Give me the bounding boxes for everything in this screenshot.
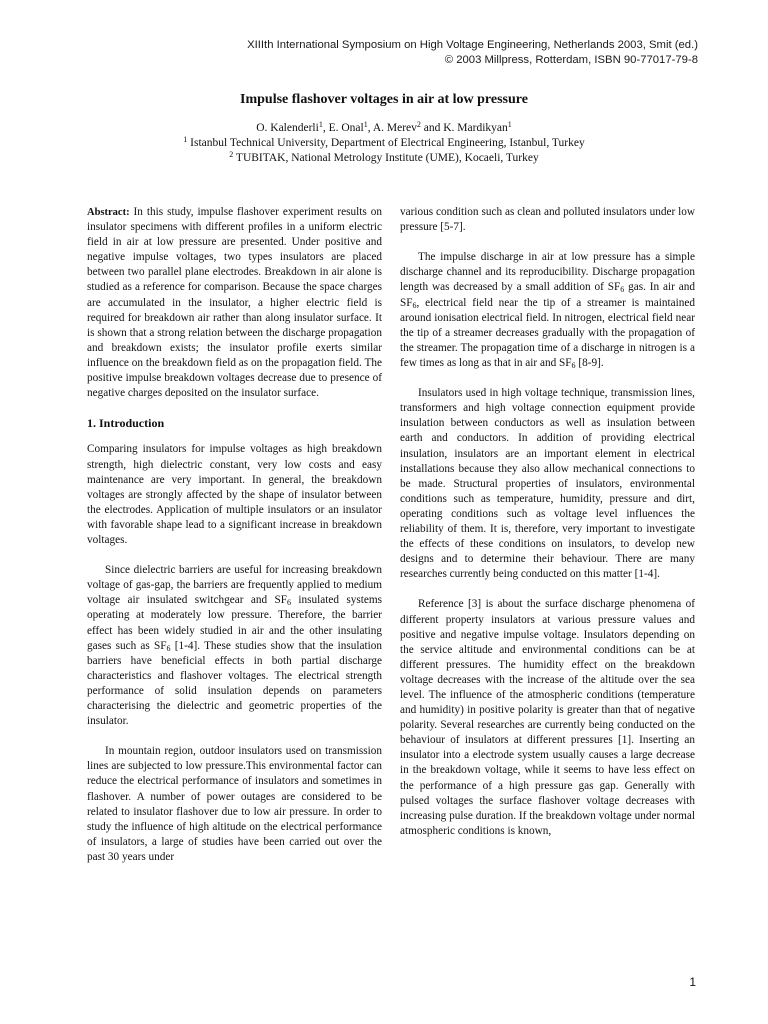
right-column — [400, 205, 695, 854]
section-heading-introduction: 1. Introduction — [87, 416, 165, 431]
author-block — [0, 121, 768, 166]
author-name: , E. Onal — [322, 122, 364, 134]
affiliation-text: TUBITAK, National Metrology Institute (UME), Kocaeli, Turkey — [233, 152, 539, 164]
left-column — [87, 205, 382, 880]
header-conference-line: XIIIth International Symposium on High Voltage Engineering, Netherlands 2003, Smit (ed.) — [247, 39, 698, 51]
abstract — [87, 205, 382, 401]
author-name: O. Kalenderli — [256, 122, 319, 134]
paragraph: In mountain region, outdoor insulators used on transmission lines are subjected to low pressure.This environmental factor can reduce the electrical performance of insulators and sometimes in flashover. A number of power outages are considered to be related to insulator flashover due to low air pressure. In order to study the influence of high altitude on the electrical performance of insulators, a large of studies have been carried out over the past 30 years under — [87, 745, 382, 863]
paragraph: Comparing insulators for impulse voltages as high breakdown strength, high dielectric constant, very low costs and easy maintenance are very important. In general, the breakdown voltages are strongly affected by the shape of insulator between the electrodes. Application of multiple insulators or an insulator with favorable shape lead to a significant increase in breakdown voltages. — [87, 443, 382, 546]
author-list — [0, 121, 768, 136]
abstract-label: Abstract: — [87, 207, 130, 218]
abstract-text: In this study, impulse flashover experiment results on insulator specimens with different profiles in a uniform electric field in air at low pressure are presented. Under positive and negative impulse voltages, two types insulators are placed between two parallel plane electrodes. Breakdown in air alone is studied as a reference for comparison. Because the space charges are accumulated in the insulator, a higher electric field is required for breakdown air rather than along insulator surface. It is shown that a strong relation between the discharge propagation and breakdown exists; the insulator profile exerts similar influence on the breakdown field as on the propagation field. The positive impulse breakdown voltages decrease due to presence of negative charges deposited on the insulator surface. — [87, 206, 382, 400]
author-name: and K. Mardikyan — [420, 122, 508, 134]
paper-title: Impulse flashover voltages in air at low pressure — [240, 92, 528, 107]
paragraph: Reference [3] is about the surface discharge phenomena of different property insulators at various pressure values and positive and negative impulse voltage. Insulators depending on the service altitude and environmental conditions can be at different pressures. The humidity effect on the breakdown voltage decreases with the increase of the altitude over the sea level. The influence of the atmospheric conditions (temperature and humidity) in positive polarity is greater than that of negative polarity. Several researches are currently being conducted on the behaviour of insulators at different pressures [1]. Inserting an insulator into a electrode system usually causes a large decrease in the breakdown voltage, while it seems to have less effect on the performance of a high pressure gas gap. Generally with pulsed voltages the surface flashover voltage decreases with increasing pulse duration. If the breakdown voltage under normal atmospheric conditions is known, — [400, 598, 695, 837]
affiliation-marker: 1 — [363, 120, 368, 129]
header-publisher-line: © 2003 Millpress, Rotterdam, ISBN 90-77017-79-8 — [444, 53, 698, 66]
affiliation-1 — [0, 136, 768, 151]
paragraph: Since dielectric barriers are useful for increasing breakdown voltage of gas-gap, the barriers are frequently applied to medium voltage air insulated switchgear and $SF_6$ insulated systems operating at moderately low pressure. Therefore, the barrier effect has been widely studied in air and the other insulating gases such as $SF_6$ [1-4]. These studies show that the insulation barriers have beneficial effects in both partial discharge characteristics and flashover voltages. The electrical strength performance of solid insulation depends on parameters characterising the dielectric and geometric properties of the insulator. — [87, 564, 383, 728]
running-header — [98, 38, 698, 67]
paragraph: The impulse discharge in air at low pressure has a simple discharge channel and its reproducibility. Discharge propagation length was decreased by a small addition of $SF_6$ gas. In air and $SF_6$, electrical field near the tip of a streamer is maintained around ionisation electrical field. In nitrogen, electrical field near the tip of a streamer decreases gradually with the propagation of the streamer. The propagation time of a discharge in nitrogen is a few times as long as that in air and $SF_6$ [8-9]. — [400, 251, 695, 370]
affiliation-marker: 1 — [318, 120, 323, 129]
affiliation-marker: 1 — [507, 120, 512, 129]
paragraph: Insulators used in high voltage technique, transmission lines, transformers and high voltage connection equipment provide insulation between conductors as well as insulation between earth and conductors. In addition of providing electrical insulation, insulators are an important element in electrical installations because they also allow mechanical connections to be made. Structural properties of insulators, environmental conditions such as temperature, humidity, pressure and dirt, operating conditions such as voltage level influences the reliability of them. It is, therefore, very important to investigate the effects of these conditions on insulators, to develop new designs and to determine their behaviour. There are many researches currently being conducted on this matter [1-4]. — [400, 387, 695, 581]
affiliation-marker: 2 — [416, 120, 421, 129]
affiliation-marker: 1 — [183, 135, 188, 144]
affiliation-2 — [0, 151, 768, 166]
affiliation-marker: 2 — [229, 150, 234, 159]
author-name: , A. Merev — [367, 122, 417, 134]
paragraph-continued: various condition such as clean and polluted insulators under low pressure [5-7]. — [400, 206, 695, 234]
page-number: 1 — [689, 975, 696, 989]
affiliation-text: Istanbul Technical University, Department of Electrical Engineering, Istanbul, Turkey — [187, 137, 585, 149]
